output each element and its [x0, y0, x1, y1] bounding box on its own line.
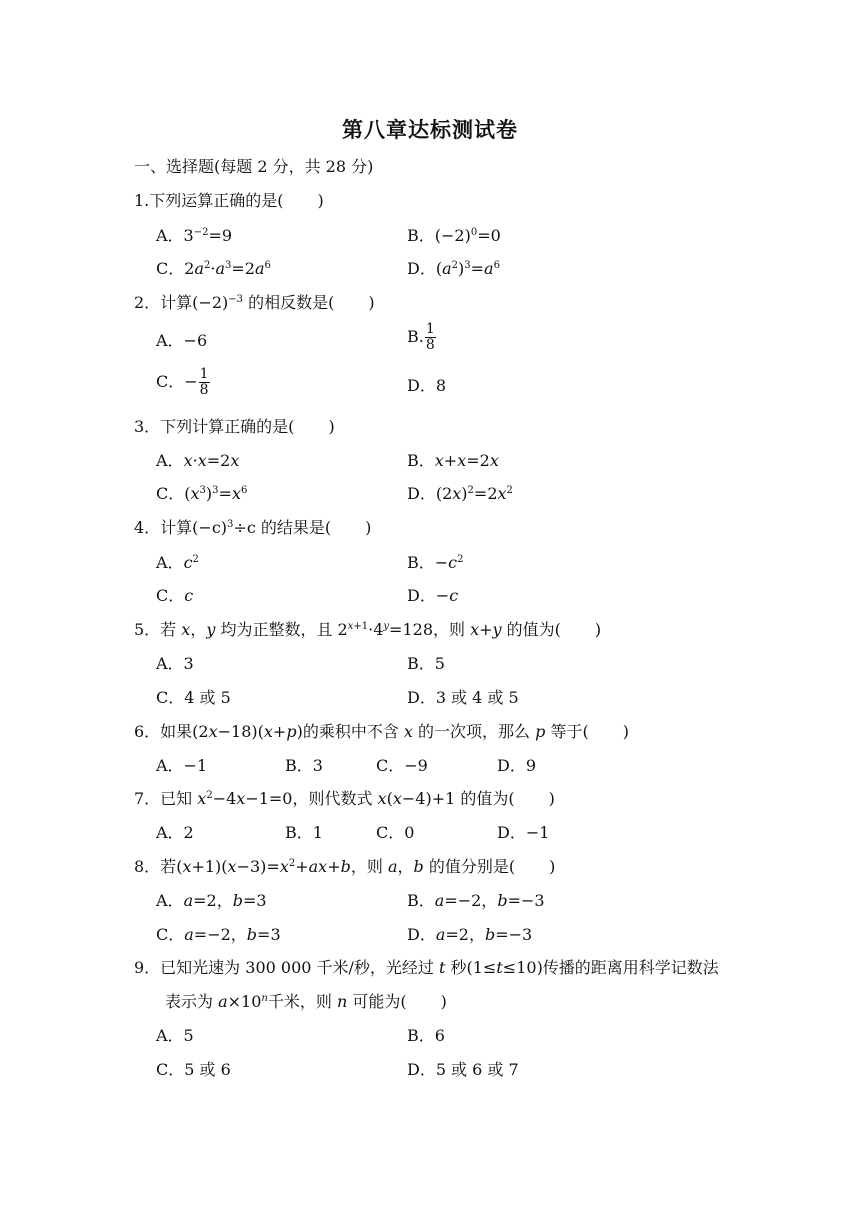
q5-option-d: D．3 或 4 或 5	[407, 688, 519, 707]
q9-option-a: A．5	[156, 1026, 194, 1045]
q9-option-c: C．5 或 6	[156, 1060, 231, 1079]
fraction: $\frac{1}{8}$	[199, 366, 209, 398]
q2-option-c: C．− $\frac{1}{8}$	[156, 366, 209, 398]
question-2: 2．计算$(-2)^{-3}$ 的相反数是( )	[134, 293, 375, 312]
question-9-line-2: 表示为 $a\times 10^n$千米，则 n 可能为( )	[165, 992, 447, 1011]
q7-option-d: D．−1	[497, 823, 550, 842]
q6-option-a: A．−1	[156, 756, 208, 775]
q1-option-a: A．$3^{-2}=9$	[156, 226, 233, 245]
q3-option-d: D．$(2x)^2=2x^2$	[407, 484, 513, 503]
page-title: 第八章达标测试卷	[342, 118, 518, 142]
question-3: 3．下列计算正确的是( )	[134, 417, 335, 436]
q3-option-c: C．$(x^3)^3=x^6$	[156, 484, 248, 503]
q4-option-b: B．$-c^2$	[407, 553, 464, 572]
question-5: 5．若 x，y 均为正整数，且 $2^{x+1}\cdot 4^y=128$，则 x+y 的值为( )	[134, 620, 602, 639]
q3-option-b: B．x+x=2x	[407, 451, 499, 470]
q2-option-b: B. $\frac{1}{8}$	[407, 321, 435, 353]
q6-option-c: C．−9	[376, 756, 428, 775]
q8-option-b: B．a=−2，b=−3	[407, 891, 545, 910]
q6-option-d: D．9	[497, 756, 537, 775]
q5-option-c: C．4 或 5	[156, 688, 231, 707]
question-6: 6．如果(2x−18)(x+p)的乘积中不含 x 的一次项，那么 p 等于( )	[134, 722, 629, 741]
q9-option-d: D．5 或 6 或 7	[407, 1060, 519, 1079]
q3-option-a: A．x·x=2x	[156, 451, 240, 470]
q5-option-b: B．5	[407, 654, 445, 673]
q2-option-d: D．8	[407, 376, 447, 395]
q9-option-b: B．6	[407, 1026, 445, 1045]
q1-option-d: D．$(a^2)^3=a^6$	[407, 259, 500, 278]
fraction: $\frac{1}{8}$	[425, 321, 435, 353]
question-4: 4．计算$(-c)^3\div c$ 的结果是( )	[134, 518, 372, 537]
q5-option-a: A．3	[156, 654, 194, 673]
question-7: 7．已知 $x^2-4x-1=0$，则代数式 x(x−4)+1 的值为( )	[134, 789, 555, 808]
q1-option-c: C．$2a^2\cdot a^3=2a^6$	[156, 259, 271, 278]
q4-option-a: A．$c^2$	[156, 553, 199, 572]
q4-option-d: D．−c	[407, 586, 459, 605]
q7-option-c: C．0	[376, 823, 415, 842]
q7-option-a: A．2	[156, 823, 194, 842]
q8-option-d: D．a=2，b=−3	[407, 925, 533, 944]
q1-option-b: B．$(-2)^0=0$	[407, 226, 501, 245]
question-1: 1.下列运算正确的是( )	[134, 191, 324, 210]
q6-option-b: B．3	[285, 756, 323, 775]
question-9: 9．已知光速为 300 000 千米/秒，光经过 t 秒(1≤t≤10)传播的距离用科学记数法	[134, 958, 719, 977]
q7-option-b: B．1	[285, 823, 323, 842]
q4-option-c: C．c	[156, 586, 194, 605]
question-8: 8．若$(x+1)(x-3)=x^2+ax+b$，则 a，b 的值分别是( )	[134, 857, 556, 876]
q8-option-a: A．a=2，b=3	[156, 891, 267, 910]
section-heading: 一、选择题(每题 2 分，共 28 分)	[134, 157, 374, 176]
q2-option-a: A．−6	[156, 331, 208, 350]
q8-option-c: C．a=−2，b=3	[156, 925, 281, 944]
